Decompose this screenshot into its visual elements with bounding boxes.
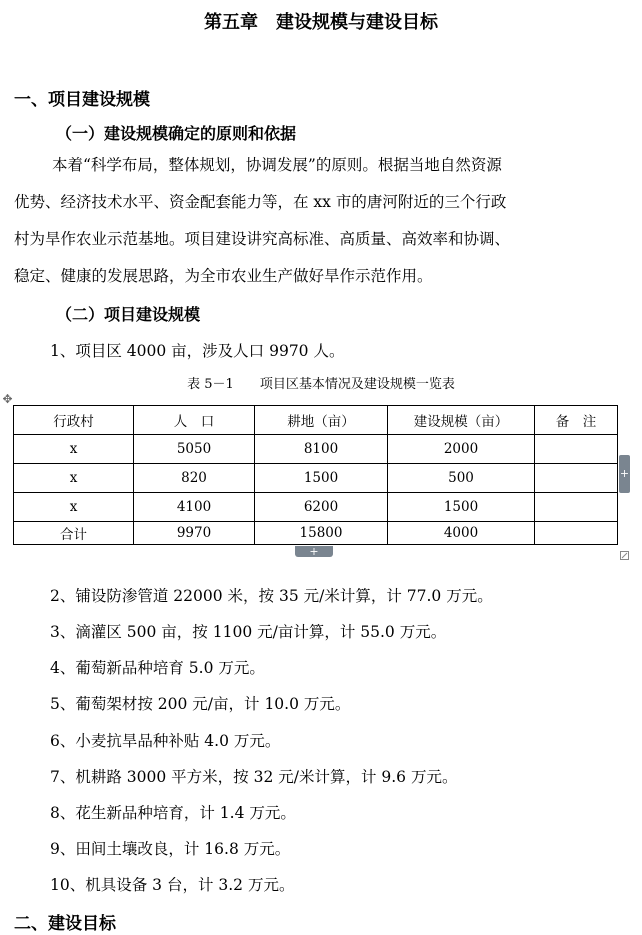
- table-row: [14, 435, 618, 464]
- list-item-7: 7、机耕路 3000 平方米，按 32 元/米计算，计 9.6 万元。: [50, 768, 458, 786]
- cell-village[interactable]: x: [14, 435, 134, 464]
- cell-total-label[interactable]: 合计: [14, 522, 134, 545]
- move-arrows-icon[interactable]: ✥: [2, 392, 13, 406]
- paragraph-line-3: 村为旱作农业示范基地。项目建设讲究高标准、高质量、高效率和协调、: [14, 230, 511, 248]
- cell-population[interactable]: 5050: [134, 435, 255, 464]
- list-item-9: 9、田间土壤改良，计 16.8 万元。: [50, 840, 291, 858]
- paragraph-line-2: 优势、经济技术水平、资金配套能力等，在 xx 市的唐河附近的三个行政: [14, 193, 507, 211]
- chapter-title: 第五章 建设规模与建设目标: [204, 12, 438, 33]
- table-total-row: [14, 522, 618, 545]
- subsection-heading-scale: （二）项目建设规模: [56, 305, 201, 324]
- subsection-heading-principles: （一）建设规模确定的原则和依据: [56, 124, 297, 143]
- cell-scale[interactable]: 1500: [388, 493, 535, 522]
- header-construction-scale[interactable]: 建设规模（亩）: [388, 406, 535, 435]
- cell-total-farmland[interactable]: 15800: [255, 522, 388, 545]
- header-farmland[interactable]: 耕地（亩）: [255, 406, 388, 435]
- cell-village[interactable]: x: [14, 493, 134, 522]
- paragraph-line-4: 稳定、健康的发展思路，为全市农业生产做好旱作示范作用。: [14, 267, 433, 285]
- cell-total-population[interactable]: 9970: [134, 522, 255, 545]
- section-heading-scale: 一、项目建设规模: [14, 90, 150, 110]
- list-item-1: 1、项目区 4000 亩，涉及人口 9970 人。: [50, 342, 345, 360]
- header-remarks[interactable]: 备 注: [535, 406, 618, 435]
- resize-corner-icon: [620, 551, 629, 560]
- list-item-8: 8、花生新品种培育，计 1.4 万元。: [50, 804, 296, 822]
- header-village[interactable]: 行政村: [14, 406, 134, 435]
- list-item-10: 10、机具设备 3 台，计 3.2 万元。: [50, 876, 295, 894]
- list-item-6: 6、小麦抗旱品种补贴 4.0 万元。: [50, 732, 281, 750]
- plus-icon: +: [309, 545, 319, 558]
- scale-table: [13, 405, 618, 545]
- list-item-5: 5、葡萄架材按 200 元/亩，计 10.0 万元。: [50, 695, 351, 713]
- table-row: [14, 464, 618, 493]
- header-population[interactable]: 人 口: [134, 406, 255, 435]
- cell-village[interactable]: x: [14, 464, 134, 493]
- add-column-button[interactable]: [619, 455, 630, 493]
- cell-farmland[interactable]: 6200: [255, 493, 388, 522]
- cell-population[interactable]: 4100: [134, 493, 255, 522]
- cell-scale[interactable]: 2000: [388, 435, 535, 464]
- paragraph-line-1: 本着“科学布局，整体规划，协调发展”的原则。根据当地自然资源: [52, 156, 502, 174]
- plus-icon: +: [619, 467, 630, 480]
- table-header-row: [14, 406, 618, 435]
- cell-scale[interactable]: 500: [388, 464, 535, 493]
- table-resize-handle[interactable]: [620, 545, 629, 554]
- cell-total-remarks[interactable]: [535, 522, 618, 545]
- cell-remarks[interactable]: [535, 493, 618, 522]
- section-heading-goals: 二、建设目标: [14, 914, 116, 934]
- cell-total-scale[interactable]: 4000: [388, 522, 535, 545]
- cell-population[interactable]: 820: [134, 464, 255, 493]
- table-row: [14, 493, 618, 522]
- add-row-button[interactable]: [295, 546, 333, 557]
- list-item-3: 3、滴灌区 500 亩，按 1100 元/亩计算，计 55.0 万元。: [50, 623, 447, 641]
- cell-remarks[interactable]: [535, 435, 618, 464]
- cell-farmland[interactable]: 8100: [255, 435, 388, 464]
- table-caption: 表 5－1 项目区基本情况及建设规模一览表: [187, 377, 455, 392]
- list-item-4: 4、葡萄新品种培育 5.0 万元。: [50, 659, 265, 677]
- cell-remarks[interactable]: [535, 464, 618, 493]
- cell-farmland[interactable]: 1500: [255, 464, 388, 493]
- list-item-2: 2、铺设防渗管道 22000 米，按 35 元/米计算，计 77.0 万元。: [50, 587, 493, 605]
